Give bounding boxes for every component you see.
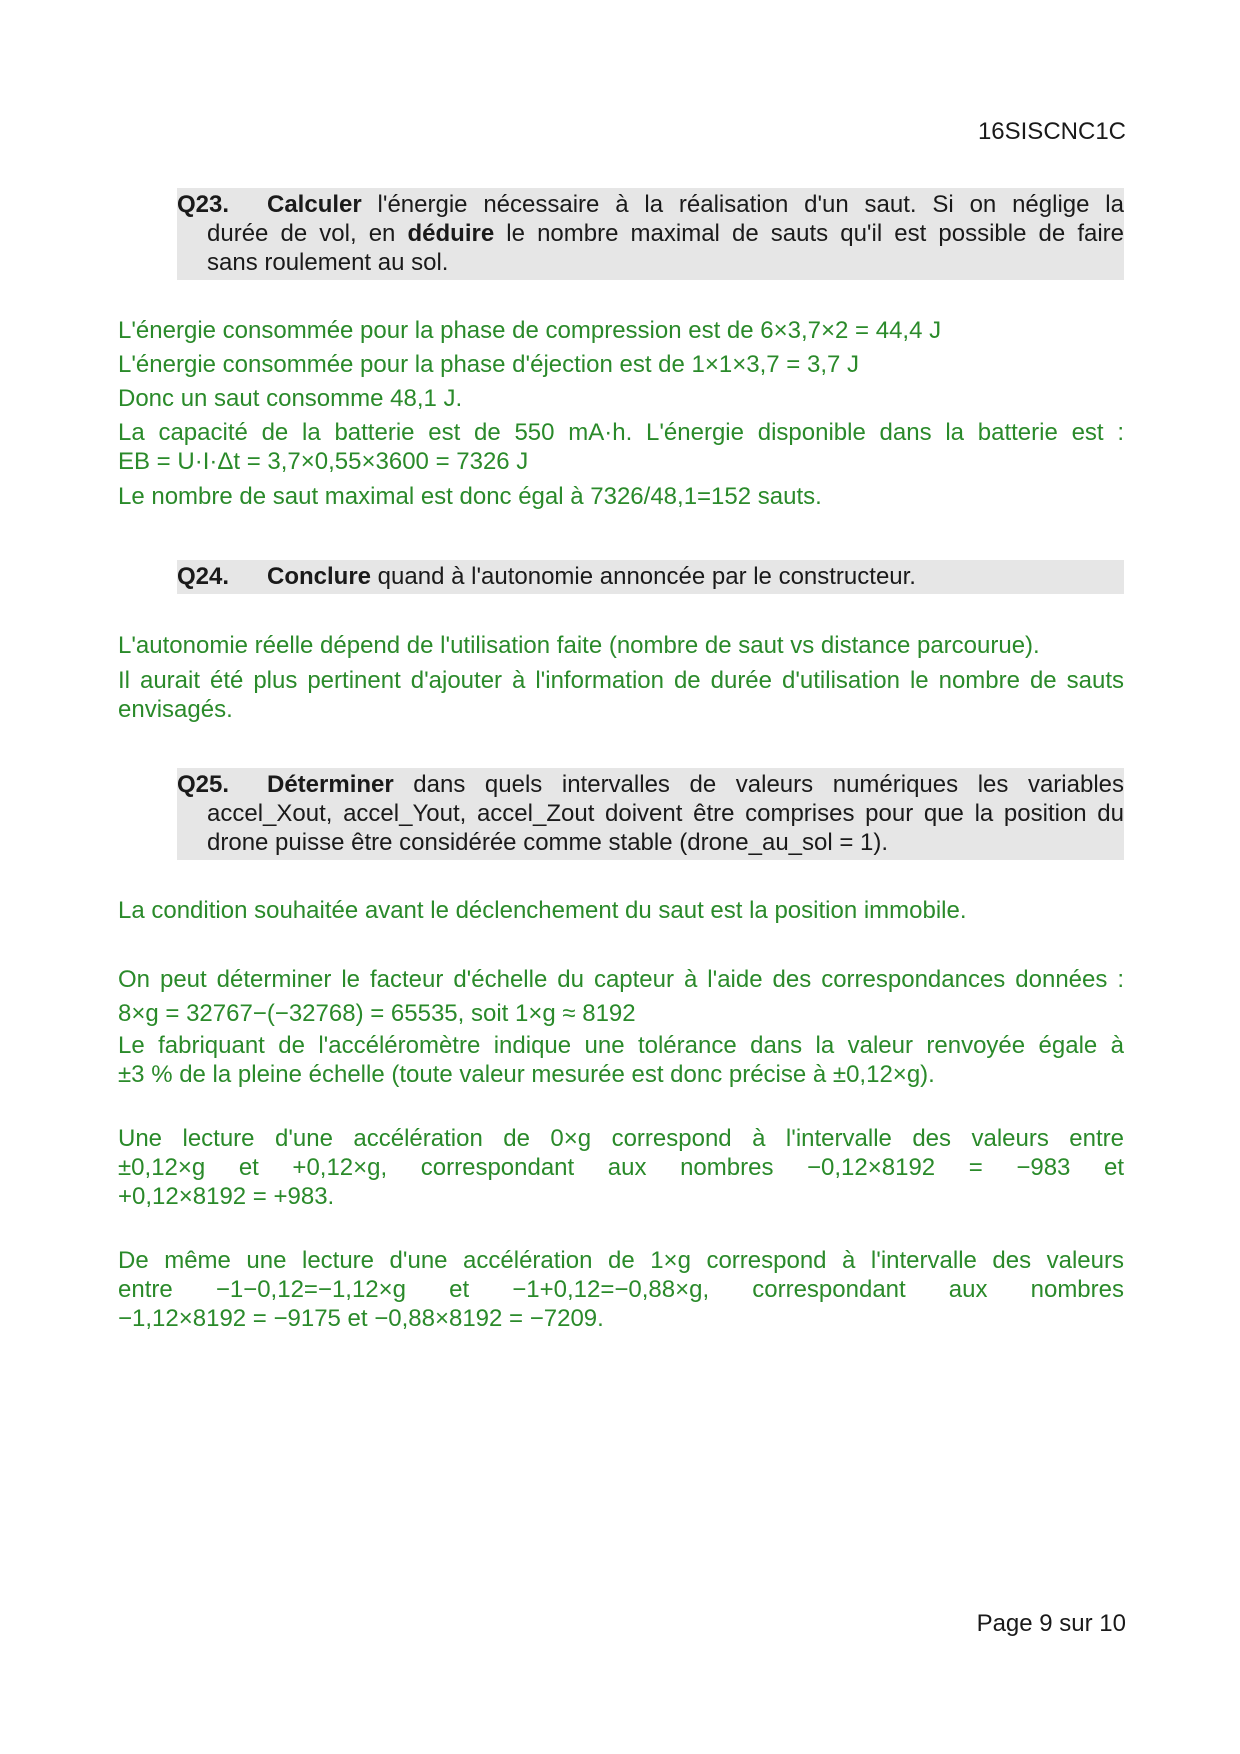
question-text: durée de vol, en <box>207 220 408 247</box>
question-line <box>177 190 1124 219</box>
answer-line: Le nombre de saut maximal est donc égal à 7326/48,1=152 sauts. <box>118 483 822 510</box>
answer-line: Il aurait été plus pertinent d'ajouter à l'information de durée d'utilisation le nombre de sauts <box>118 667 1124 694</box>
question-verb: déduire <box>407 220 495 247</box>
question-line <box>177 562 1124 591</box>
question-line <box>177 770 1124 799</box>
answer-line: L'énergie consommée pour la phase d'éjection est de 1×1×3,7 = 3,7 J <box>118 351 859 378</box>
answer-line: Le fabriquant de l'accéléromètre indique une tolérance dans la valeur renvoyée égale à <box>118 1032 1124 1059</box>
answer-line: −1,12×8192 = −9175 et −0,88×8192 = −7209. <box>118 1305 604 1332</box>
question-text: quand à l'autonomie annoncée par le constructeur. <box>371 563 916 590</box>
answer-line: L'énergie consommée pour la phase de compression est de 6×3,7×2 = 44,4 J <box>118 317 942 344</box>
question-text: l'énergie nécessaire à la réalisation d'un saut. Si on néglige la <box>361 191 1124 218</box>
question-text: le nombre maximal de sauts qu'il est possible de faire <box>494 220 1125 247</box>
answer-line: entre −1−0,12=−1,12×g et −1+0,12=−0,88×g, correspondant aux nombres <box>118 1276 1124 1303</box>
question-line: sans roulement au sol. <box>207 249 449 276</box>
question-number: Q24. <box>177 563 230 590</box>
question-line: drone puisse être considérée comme stable (drone_au_sol = 1). <box>207 829 889 856</box>
question-line <box>177 219 1124 248</box>
question-q25 <box>177 768 1124 860</box>
question-verb: Calculer <box>267 191 362 218</box>
answer-line: +0,12×8192 = +983. <box>118 1183 335 1210</box>
answer-q24 <box>118 631 1124 724</box>
answer-line: ±0,12×g et +0,12×g, correspondant aux nombres −0,12×8192 = −983 et <box>118 1154 1124 1181</box>
answer-q23 <box>118 316 1124 511</box>
question-verb: Conclure <box>267 563 372 590</box>
answer-q25 <box>118 896 1124 1333</box>
question-number: Q25. <box>177 771 230 798</box>
answer-line: Une lecture d'une accélération de 0×g correspond à l'intervalle des valeurs entre <box>118 1125 1124 1152</box>
answer-line: On peut déterminer le facteur d'échelle du capteur à l'aide des correspondances données : <box>118 966 1124 993</box>
answer-line: De même une lecture d'une accélération de 1×g correspond à l'intervalle des valeurs <box>118 1247 1124 1274</box>
answer-formula: EB = U·I·Δt = 3,7×0,55×3600 = 7326 J <box>118 448 529 475</box>
question-number: Q23. <box>177 191 230 218</box>
question-verb: Déterminer <box>267 771 394 798</box>
answer-line: envisagés. <box>118 696 233 723</box>
page-number: Page 9 sur 10 <box>976 1610 1126 1637</box>
question-line: accel_Xout, accel_Yout, accel_Zout doivent être comprises pour que la position du <box>207 800 1124 827</box>
answer-formula: 8×g = 32767−(−32768) = 65535, soit 1×g ≈ 8192 <box>118 1000 636 1027</box>
answer-line: L'autonomie réelle dépend de l'utilisation faite (nombre de saut vs distance parcourue). <box>118 632 1040 659</box>
answer-line: Donc un saut consomme 48,1 J. <box>118 385 463 412</box>
answer-line: ±3 % de la pleine échelle (toute valeur mesurée est donc précise à ±0,12×g). <box>118 1061 935 1088</box>
question-q23 <box>177 188 1124 280</box>
document-code: 16SISCNC1C <box>977 118 1126 145</box>
question-q24 <box>177 560 1124 594</box>
question-text: dans quels intervalles de valeurs numériques les variables <box>393 771 1124 798</box>
answer-line: La capacité de la batterie est de 550 mA·h. L'énergie disponible dans la batterie est : <box>118 419 1124 446</box>
answer-line: La condition souhaitée avant le déclenchement du saut est la position immobile. <box>118 897 967 924</box>
